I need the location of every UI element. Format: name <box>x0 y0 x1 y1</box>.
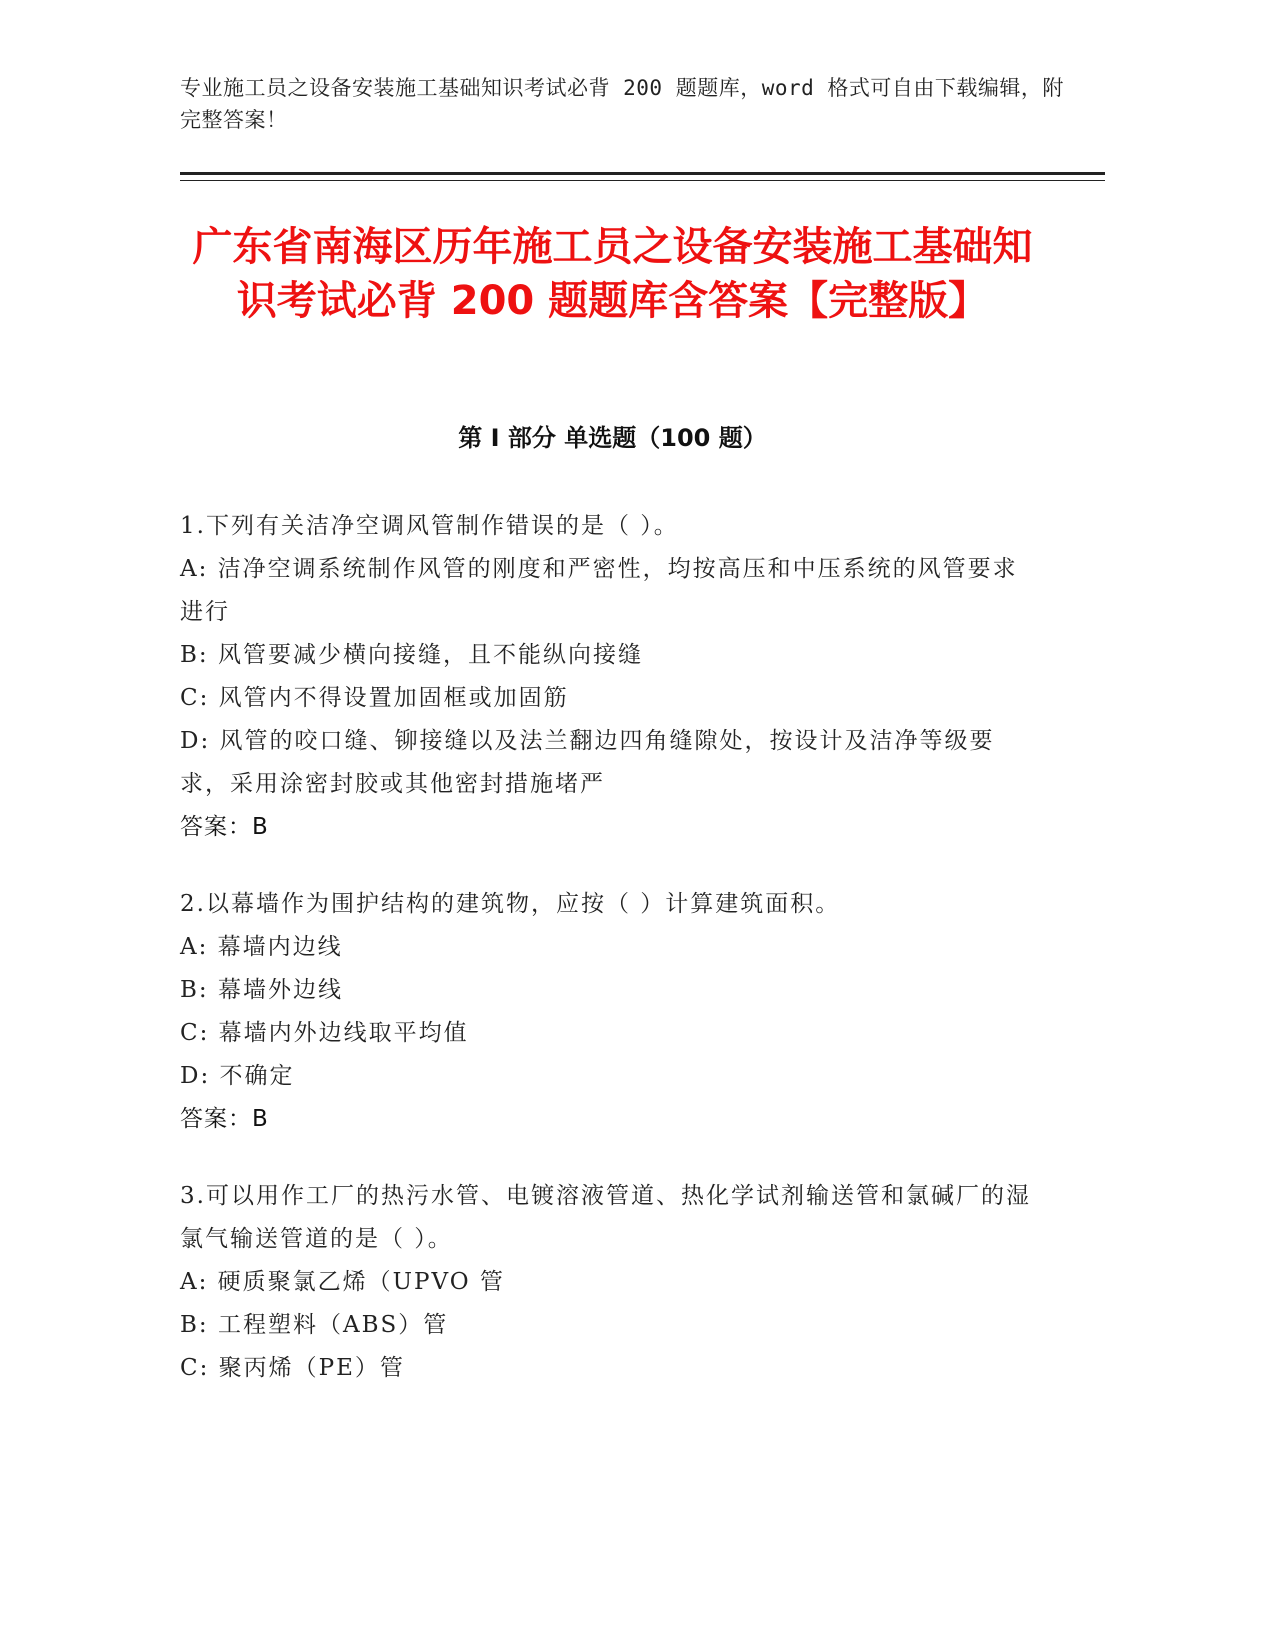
answer-text: 答案：B <box>180 1106 269 1132</box>
option-a: A: 洁净空调系统制作风管的刚度和严密性，均按高压和中压系统的风管要求进行 <box>180 556 1018 625</box>
option-b: B: 风管要减少横向接缝，且不能纵向接缝 <box>180 642 643 668</box>
question-stem: 2.以幕墙作为围护结构的建筑物，应按（ ）计算建筑面积。 <box>180 891 841 917</box>
option-d: D: 不确定 <box>180 1063 295 1089</box>
option-c: C: 聚丙烯（PE）管 <box>180 1355 405 1381</box>
question-2 <box>180 883 1040 1141</box>
document-title: 广东省南海区历年施工员之设备安装施工基础知识考试必背 200 题题库含答案【完整版】 <box>192 224 1033 324</box>
header-note: 专业施工员之设备安装施工基础知识考试必背 200 题题库，word 格式可自由下载编辑，附完整答案！ <box>180 76 1064 132</box>
option-a: A: 硬质聚氯乙烯（UPVO 管 <box>180 1269 505 1295</box>
option-a: A: 幕墙内边线 <box>180 934 343 960</box>
section-title: 第 I 部分 单选题（100 题） <box>458 424 767 452</box>
answer-text: 答案：B <box>180 814 269 840</box>
option-b: B: 幕墙外边线 <box>180 977 343 1003</box>
question-list <box>180 505 1040 1424</box>
question-1 <box>180 505 1040 849</box>
header-rule-thin <box>180 180 1105 181</box>
question-3 <box>180 1175 1040 1390</box>
option-d: D: 风管的咬口缝、铆接缝以及法兰翻边四角缝隙处，按设计及洁净等级要求，采用涂密封胶或其他密封措施堵严 <box>180 728 995 797</box>
option-b: B: 工程塑料（ABS）管 <box>180 1312 449 1338</box>
question-stem: 3.可以用作工厂的热污水管、电镀溶液管道、热化学试剂输送管和氯碱厂的湿氯气输送管道的是（ ）。 <box>180 1183 1031 1252</box>
header-rule-thick <box>180 172 1105 175</box>
option-c: C: 风管内不得设置加固框或加固筋 <box>180 685 569 711</box>
option-c: C: 幕墙内外边线取平均值 <box>180 1020 469 1046</box>
question-stem: 1.下列有关洁净空调风管制作错误的是（ ）。 <box>180 513 679 539</box>
